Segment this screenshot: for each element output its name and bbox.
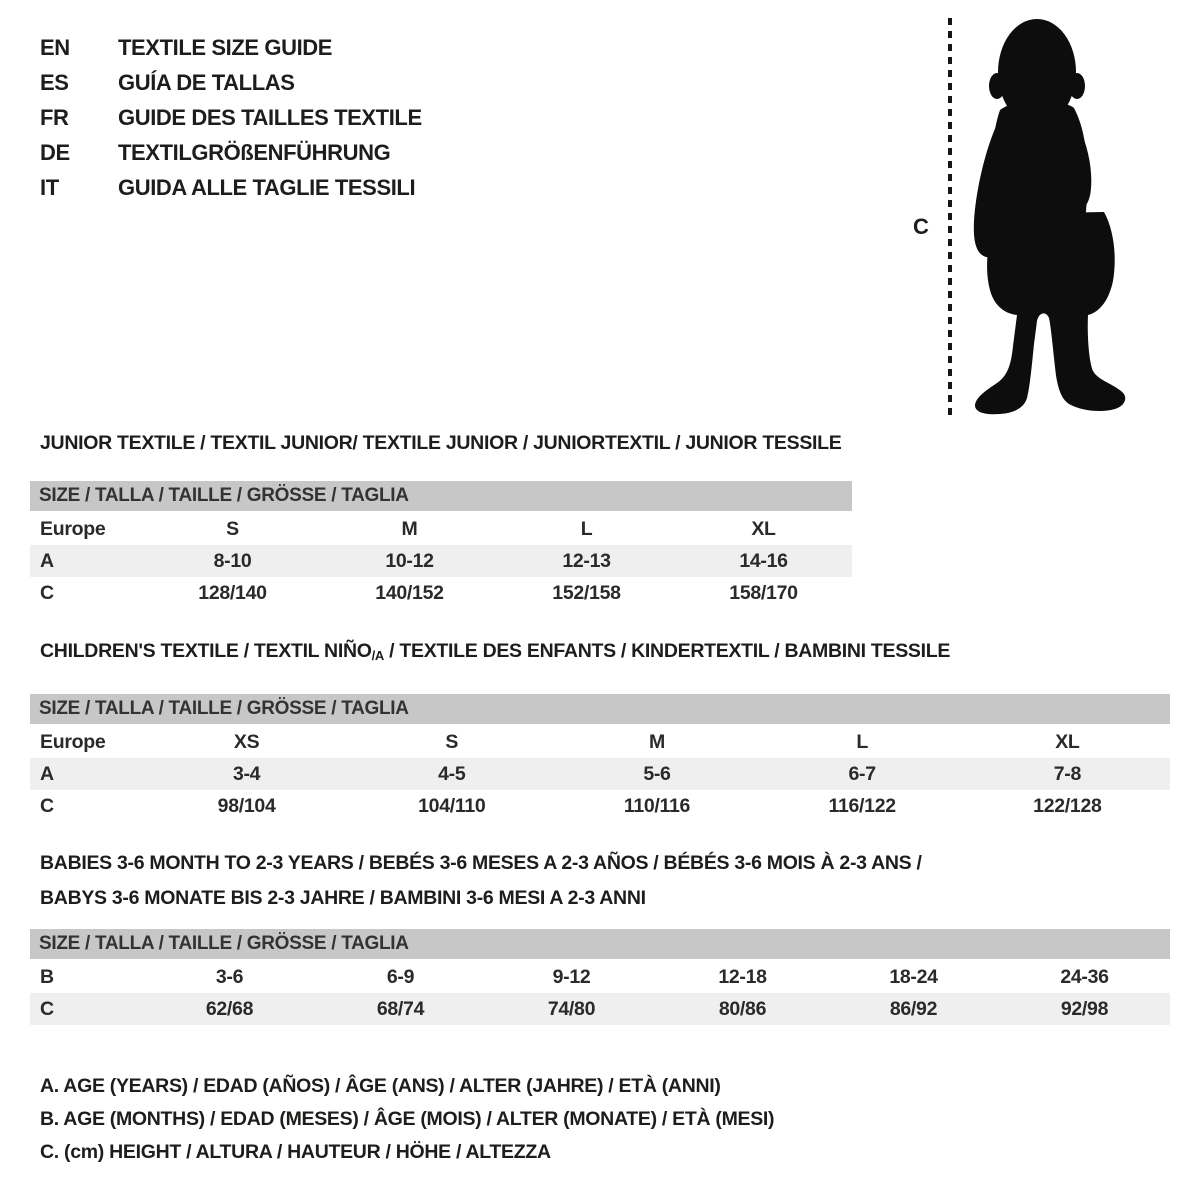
age-cell: 12-18 (718, 965, 767, 988)
height-cell: 128/140 (198, 581, 267, 604)
age-cell: 24-36 (1060, 965, 1109, 988)
height-cell: 122/128 (1033, 794, 1102, 817)
children-section-title (40, 640, 1170, 667)
babies-section-title-line2: BABYS 3-6 MONATE BIS 2-3 JAHRE / BAMBINI 3-6 MESI A 2-3 ANNI (40, 887, 646, 909)
height-measure-dashed-line (948, 18, 952, 416)
age-cell: 6-7 (848, 762, 876, 785)
size-cell: M (648, 730, 665, 753)
age-cell: 6-9 (386, 965, 415, 988)
table-row-height (30, 993, 1170, 1025)
height-cell: 116/122 (828, 794, 896, 817)
size-cell: M (401, 517, 418, 540)
height-cell: 92/98 (1060, 997, 1109, 1020)
language-code: ES (40, 70, 69, 95)
language-title-list (40, 30, 422, 205)
babies-size-table (30, 929, 1170, 1025)
guide-title-fr: GUIDE DES TAILLES TEXTILE (118, 105, 422, 130)
guide-title-es: GUÍA DE TALLAS (118, 70, 295, 95)
language-row (40, 135, 422, 170)
age-cell: 9-12 (552, 965, 591, 988)
height-cell: 104/110 (418, 794, 486, 817)
section-babies-textile (30, 846, 1170, 1025)
legend-line-c: C. (cm) HEIGHT / ALTURA / HAUTEUR / HÖHE / ALTEZZA (40, 1141, 551, 1163)
section-children-textile (30, 640, 1170, 822)
size-header-bar: SIZE / TALLA / TAILLE / GRÖSSE / TAGLIA (30, 481, 852, 512)
size-cell: S (226, 517, 239, 540)
height-cell: 140/152 (375, 581, 444, 604)
age-cell: 8-10 (213, 549, 252, 572)
language-row (40, 100, 422, 135)
language-code: DE (40, 140, 70, 165)
height-cell: 110/116 (623, 794, 691, 817)
table-row-height (30, 790, 1170, 822)
babies-section-title-line1: BABIES 3-6 MONTH TO 2-3 YEARS / BEBÉS 3-6 MESES A 2-3 AÑOS / BÉBÉS 3-6 MOIS À 2-3 ANS / (40, 852, 922, 874)
row-label: C (40, 581, 54, 604)
row-label: C (40, 997, 54, 1020)
section-junior-textile (30, 432, 852, 609)
table-row-height (30, 577, 852, 609)
junior-size-table (30, 481, 852, 609)
size-header-bar: SIZE / TALLA / TAILLE / GRÖSSE / TAGLIA (30, 929, 1170, 960)
size-cell: L (856, 730, 868, 753)
row-label: A (40, 762, 54, 785)
children-title-prefix: CHILDREN'S TEXTILE / TEXTIL NIÑO (40, 640, 372, 662)
guide-title-it: GUIDA ALLE TAGLIE TESSILI (118, 175, 416, 200)
age-cell: 18-24 (889, 965, 938, 988)
age-cell: 3-6 (215, 965, 244, 988)
age-cell: 12-13 (562, 549, 611, 572)
guide-title-en: TEXTILE SIZE GUIDE (118, 35, 333, 60)
height-cell: 74/80 (547, 997, 596, 1020)
table-row-age (30, 545, 852, 577)
children-title-sub: /A (371, 648, 385, 663)
height-measure-label: C (913, 214, 929, 239)
table-row-europe (30, 512, 852, 545)
legend-line-a: A. AGE (YEARS) / EDAD (AÑOS) / ÂGE (ANS) / ALTER (JAHRE) / ETÀ (ANNI) (40, 1075, 721, 1097)
toddler-silhouette-icon (966, 14, 1142, 420)
height-cell: 98/104 (217, 794, 276, 817)
language-code: EN (40, 35, 70, 60)
height-cell: 68/74 (376, 997, 425, 1020)
height-cell: 80/86 (718, 997, 767, 1020)
age-cell: 5-6 (643, 762, 671, 785)
measure-legend (40, 1070, 774, 1169)
row-label: Europe (40, 517, 106, 540)
size-cell: L (580, 517, 593, 540)
size-cell: XL (1055, 730, 1080, 753)
size-cell: XL (751, 517, 776, 540)
age-cell: 7-8 (1053, 762, 1082, 785)
size-cell: S (445, 730, 459, 753)
table-row-age-months (30, 960, 1170, 993)
row-label: Europe (40, 730, 106, 753)
size-header-bar: SIZE / TALLA / TAILLE / GRÖSSE / TAGLIA (30, 694, 1170, 725)
height-cell: 86/92 (889, 997, 938, 1020)
age-cell: 3-4 (232, 762, 261, 785)
row-label: C (40, 794, 54, 817)
table-row-europe (30, 725, 1170, 758)
age-cell: 4-5 (438, 762, 466, 785)
language-row (40, 65, 422, 100)
legend-line-b: B. AGE (MONTHS) / EDAD (MESES) / ÂGE (MOIS) / ALTER (MONATE) / ETÀ (MESI) (40, 1108, 775, 1130)
height-cell: 62/68 (205, 997, 254, 1020)
age-cell: 10-12 (385, 549, 434, 572)
guide-title-de: TEXTILGRÖßENFÜHRUNG (118, 140, 391, 165)
children-title-suffix: / TEXTILE DES ENFANTS / KINDERTEXTIL / BAMBINI TESSILE (384, 640, 951, 662)
table-row-age (30, 758, 1170, 790)
height-cell: 152/158 (552, 581, 621, 604)
row-label: B (40, 965, 54, 988)
junior-section-title: JUNIOR TEXTILE / TEXTIL JUNIOR/ TEXTILE JUNIOR / JUNIORTEXTIL / JUNIOR TESSILE (40, 432, 842, 454)
age-cell: 14-16 (739, 549, 788, 572)
row-label: A (40, 549, 54, 572)
language-row (40, 30, 422, 65)
language-row (40, 170, 422, 205)
height-cell: 158/170 (729, 581, 798, 604)
size-cell: XS (233, 730, 260, 753)
children-size-table (30, 694, 1170, 822)
language-code: IT (40, 175, 59, 200)
language-code: FR (40, 105, 69, 130)
